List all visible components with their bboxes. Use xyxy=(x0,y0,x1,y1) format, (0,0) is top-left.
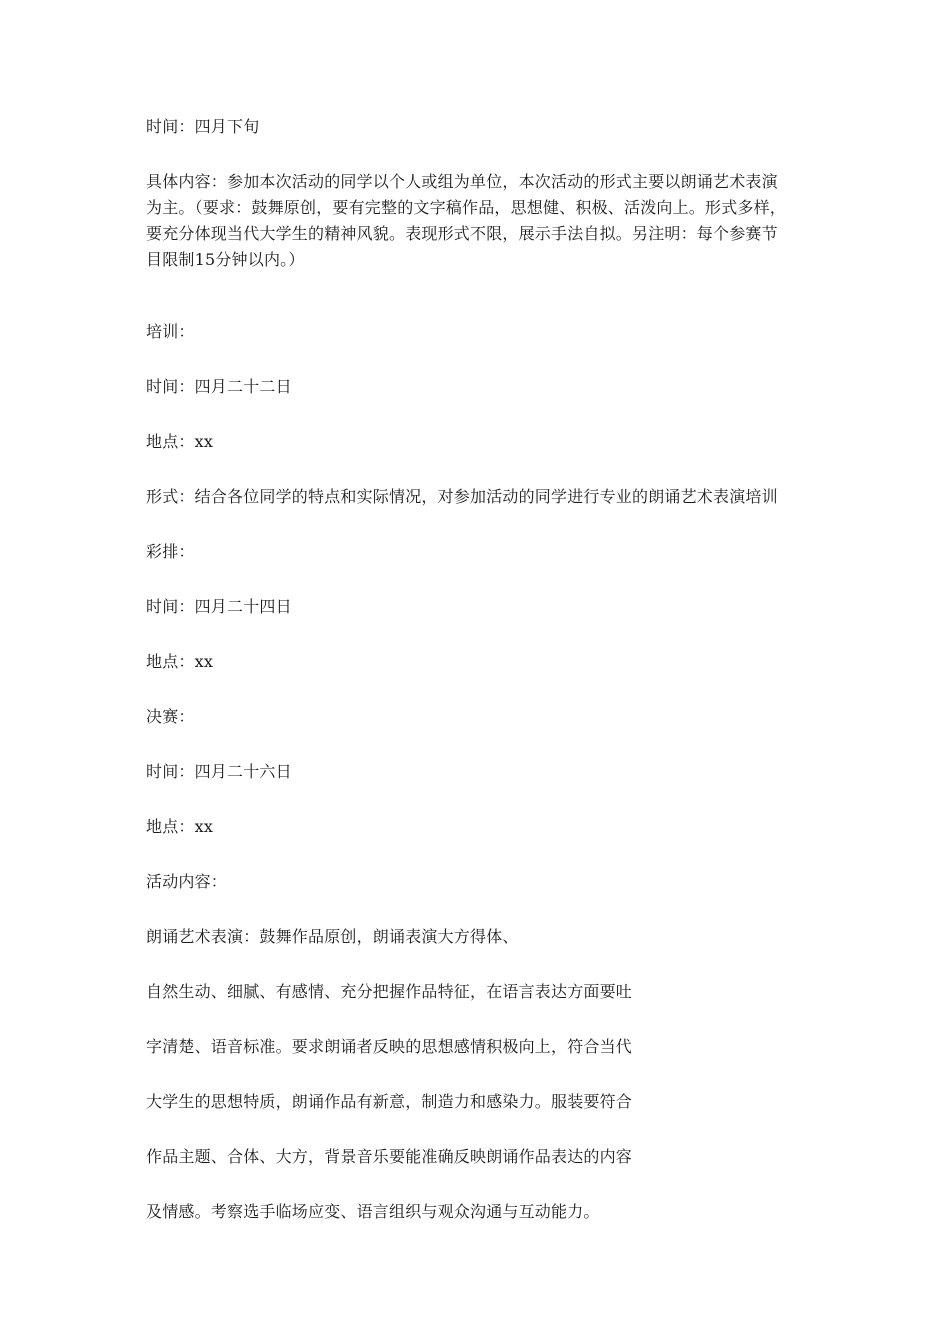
recitation-line-6: 及情感。考察选手临场应变、语言组织与观众沟通与互动能力。 xyxy=(146,1202,600,1221)
training-heading: 培训： xyxy=(146,322,195,341)
recitation-line-1: 朗诵艺术表演：鼓舞作品原创，朗诵表演大方得体、 xyxy=(146,927,519,946)
time-line: 时间：四月下旬 xyxy=(146,117,260,136)
training-location: 地点：xx xyxy=(146,432,214,451)
final-location: 地点：xx xyxy=(146,817,214,836)
content-line-1: 具体内容：参加本次活动的同学以个人或组为单位，本次活动的形式主要以朗诵艺术表演 xyxy=(146,172,778,191)
recitation-line-5: 作品主题、合体、大方，背景音乐要能准确反映朗诵作品表达的内容 xyxy=(146,1147,633,1166)
recitation-line-4: 大学生的思想特质，朗诵作品有新意，制造力和感染力。服装要符合 xyxy=(146,1092,633,1111)
rehearsal-time: 时间：四月二十四日 xyxy=(146,597,292,616)
content-line-2: 为主。（要求：鼓舞原创，要有完整的文字稿作品，思想健、积极、活泼向上。形式多样， xyxy=(146,198,787,217)
content-line-3: 要充分体现当代大学生的精神风貌。表现形式不限，展示手法自拟。另注明：每个参赛节 xyxy=(146,224,778,243)
rehearsal-location: 地点：xx xyxy=(146,652,214,671)
training-form: 形式：结合各位同学的特点和实际情况，对参加活动的同学进行专业的朗诵艺术表演培训 xyxy=(146,487,778,506)
training-time: 时间：四月二十二日 xyxy=(146,377,292,396)
activity-content-heading: 活动内容： xyxy=(146,872,228,891)
content-paragraph xyxy=(146,169,808,273)
recitation-line-2: 自然生动、细腻、有感情、充分把握作品特征，在语言表达方面要吐 xyxy=(146,982,633,1001)
recitation-line-3: 字清楚、语音标准。要求朗诵者反映的思想感情积极向上，符合当代 xyxy=(146,1037,633,1056)
final-heading: 决赛： xyxy=(146,707,195,726)
content-line-4: 目限制15分钟以内。） xyxy=(146,250,305,269)
final-time: 时间：四月二十六日 xyxy=(146,762,292,781)
rehearsal-heading: 彩排： xyxy=(146,542,195,561)
